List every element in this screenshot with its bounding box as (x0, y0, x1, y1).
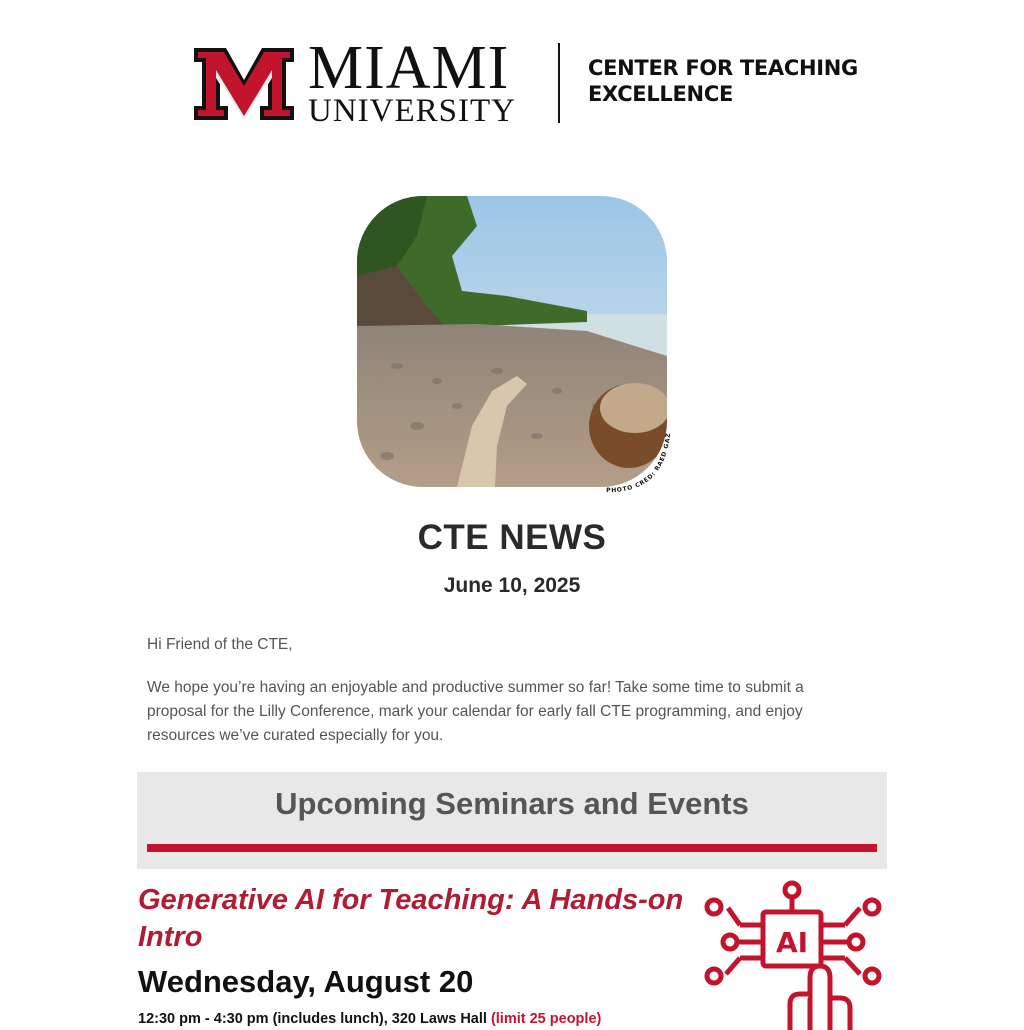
center-name-line1: CENTER FOR TEACHING (588, 56, 858, 80)
svg-text:PHOTO CRED: RAED GAZI (604, 432, 672, 494)
intro-paragraph: We hope you’re having an enjoyable and productive summer so far! Take some time to submit a proposal for the Lilly Conference, mark your calendar for early fall CTE programming, and enjoy resources we’ve curated especially for you. (147, 679, 804, 744)
wordmark-university: UNIVERSITY (308, 93, 516, 129)
event-details (138, 1011, 601, 1027)
event-time-location: 12:30 pm - 4:30 pm (includes lunch), 320 Laws Hall (138, 1011, 491, 1027)
greeting: Hi Friend of the CTE, (147, 636, 293, 653)
miami-m-logo (194, 44, 294, 122)
event-title-link[interactable]: Generative AI for Teaching: A Hands-on Intro (138, 884, 684, 953)
section-header (137, 772, 887, 869)
section-divider-bar (147, 844, 877, 852)
event-date: Wednesday, August 20 (138, 964, 474, 999)
newsletter-title: CTE NEWS (417, 518, 607, 557)
ai-chip-hand-icon (700, 880, 890, 1030)
header (0, 34, 1024, 130)
header-divider (558, 43, 560, 123)
center-name-line2: EXCELLENCE (588, 82, 733, 106)
ai-icon-label: AI (775, 926, 809, 959)
newsletter-date: June 10, 2025 (443, 574, 581, 597)
event-capacity-limit: (limit 25 people) (490, 1011, 602, 1027)
university-wordmark (308, 34, 516, 129)
center-name (588, 55, 858, 107)
section-title: Upcoming Seminars and Events (275, 786, 749, 821)
photo-credit (604, 432, 694, 496)
photo-credit-text: PHOTO CRED: RAED GAZ (606, 432, 673, 495)
wordmark-miami: MIAMI (308, 34, 510, 102)
